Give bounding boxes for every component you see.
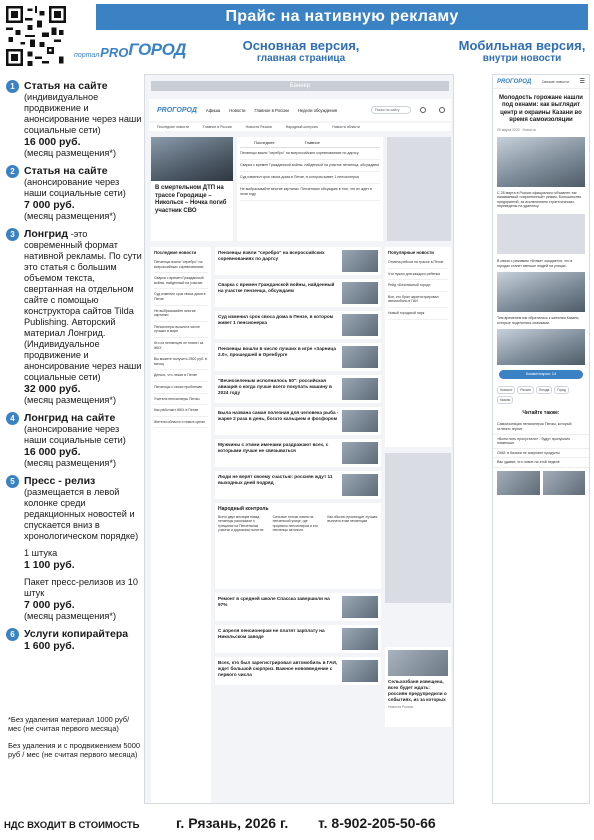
mock-logo[interactable]: PROГОРОД bbox=[157, 106, 197, 114]
item-price: 1 100 руб. bbox=[24, 559, 75, 571]
price-item-article-promo bbox=[4, 80, 144, 159]
tab-news-item[interactable]: Не выбрасывайте многие картинки. Пензенских обсуждаю в том, что их ждет в этом году bbox=[240, 184, 380, 201]
feed-item[interactable]: Сварка с времен Гражданской войны, найденный на участке bbox=[154, 273, 208, 289]
item-term: (месяц размещения*) bbox=[24, 458, 117, 468]
item-description: -это современный формат нативной рекламы. По сути это статья с большим объемом текста, свертанная на отдельном сайте с помощью конструктора сайтов Tilda Publishing. Авторский материал Лонгрид. (Индивидуальное продвижение и анонсирование через наши социальные сети) bbox=[24, 229, 142, 382]
press-release-card[interactable] bbox=[385, 647, 451, 727]
search-icon[interactable] bbox=[420, 107, 426, 113]
mock-nav-bar bbox=[149, 99, 451, 121]
story-title: Суд изменил срок своса дома в Пензе, в котором живет 1 пенсионерка bbox=[218, 314, 334, 325]
item-price: 16 000 руб. bbox=[24, 446, 81, 458]
mock-search-input[interactable]: Поиск по сайту bbox=[371, 106, 411, 114]
item-title: Лонгрид bbox=[24, 228, 69, 240]
feed-item[interactable]: Пенсионеры вышли в числе лучших в мире bbox=[154, 322, 208, 338]
story-image bbox=[342, 314, 378, 336]
feed-item[interactable]: Вы можете получить 2500 руб. в месяц bbox=[154, 354, 208, 370]
mock-sub-nav bbox=[149, 123, 451, 131]
feed-item[interactable]: Суд изменил срок своса дома в Пензе bbox=[154, 289, 208, 305]
story-title: Пензенцы взяли "серебро" на всероссийских соревнованиях по дартсу bbox=[218, 250, 325, 261]
item-title: Услуги копирайтера bbox=[24, 628, 129, 640]
feed-item[interactable]: Кто из пензенцев не платит за ЖКХ bbox=[154, 338, 208, 354]
item-term: (месяц размещения*) bbox=[24, 611, 117, 621]
hero-card[interactable] bbox=[151, 137, 233, 241]
popular-title: Популярные новости bbox=[388, 250, 434, 255]
popular-item[interactable]: Рейд «Безопасный город» bbox=[388, 280, 448, 292]
item-description: (анонсирование через наши социальные сети) bbox=[24, 177, 126, 198]
feed-item[interactable]: Пензенцы взяли "серебро" на всероссийских соревнованиях bbox=[154, 257, 208, 273]
mobile-headline: Молодость горожане нашли под окнами: как выглядит центр и окраины Казани во время самоизоляции bbox=[499, 95, 583, 124]
press-release-image bbox=[388, 650, 448, 676]
story-image bbox=[342, 410, 378, 432]
item-number-badge: 2 bbox=[6, 165, 19, 178]
tag-chip[interactable]: Казань bbox=[497, 396, 513, 404]
desktop-version-heading bbox=[206, 38, 396, 65]
mobile-article-image bbox=[497, 137, 585, 187]
main-stories bbox=[215, 247, 381, 804]
story-card[interactable] bbox=[215, 407, 381, 435]
site-logo bbox=[74, 40, 186, 60]
price-banner bbox=[96, 4, 588, 30]
story-card[interactable] bbox=[215, 439, 381, 467]
press-release-badge: Новости России bbox=[388, 705, 414, 709]
read-also-item[interactable]: Вас удивит, что новое на этой неделе bbox=[493, 458, 589, 468]
read-also-item[interactable]: «Всем пить пропустили» - будут пропускать поменьше bbox=[493, 435, 589, 449]
price-list bbox=[4, 80, 144, 652]
mock-subnav-item[interactable]: Народный контроль bbox=[285, 125, 319, 129]
logo-pro: PRO bbox=[100, 45, 129, 60]
story-card[interactable] bbox=[215, 593, 381, 621]
mobile-article-image-2 bbox=[497, 272, 585, 312]
tag-chip[interactable]: Погода bbox=[536, 386, 553, 394]
mobile-header bbox=[493, 75, 589, 89]
price-item-longread-site bbox=[4, 412, 144, 469]
price-item-longread bbox=[4, 228, 144, 406]
feed-item[interactable]: Учителя пенсионеры Пензы bbox=[154, 394, 208, 406]
feed-item[interactable]: Деньги, что лежат в Пензе bbox=[154, 370, 208, 382]
mock-subnav-item[interactable]: Новости области bbox=[332, 125, 360, 129]
feed-title: Последние новости bbox=[154, 250, 197, 255]
story-image bbox=[342, 250, 378, 272]
story-title: Сварка с времен Гражданской войны, найденный на участке пензенца, обсуждаем bbox=[218, 282, 335, 293]
tag-chip[interactable]: Новости bbox=[497, 386, 515, 394]
mobile-card-image[interactable] bbox=[497, 471, 540, 495]
item-number-badge: 6 bbox=[6, 628, 19, 641]
popular-item[interactable]: Отмена рейсов на трассе в Пензе bbox=[388, 257, 448, 269]
right-ad-slot[interactable] bbox=[387, 137, 451, 241]
desktop-version-subtitle: главная страница bbox=[256, 53, 346, 64]
story-image bbox=[342, 660, 378, 682]
story-card[interactable] bbox=[215, 343, 381, 371]
people-control-item[interactable]: Сильные потоки ливня на пензенской улице, где прорвало пенсионеров и его пензенцы затопило bbox=[272, 515, 318, 533]
story-title: С апреля пенсионерам не платят зарплату на Никольском заводе bbox=[218, 628, 325, 639]
comments-button[interactable]: Комментарии: 14 bbox=[499, 370, 583, 379]
item-description: (анонсирование через наши социальные сети) bbox=[24, 424, 126, 445]
item-term: (месяц размещения*) bbox=[24, 211, 117, 221]
logo-portal-label: портал bbox=[74, 52, 100, 59]
item-title: Статья на сайте bbox=[24, 80, 108, 92]
feed-item[interactable]: Как работают ЖКХ в Пензе bbox=[154, 405, 208, 417]
story-card[interactable] bbox=[215, 625, 381, 653]
mobile-paragraph: С 28 марта в России официально объявлен так называемый «карантинный» режим. Большинство предприятий, за исключением стратегических, переведены на удаленку. bbox=[497, 190, 582, 209]
people-control-item[interactable]: Всего двух месяцев назад пензенцы рассказали о трещинах на Пензенском участке и дорожном полотне bbox=[218, 515, 264, 533]
story-title: Люди не верят своему счастью: россиян ждут 11 выходных дней подряд bbox=[218, 474, 333, 485]
mobile-card-image[interactable] bbox=[543, 471, 586, 495]
footnote-no-removal: *Без удаления материал 1000 руб/ мес (не считая первого месяца) bbox=[8, 715, 130, 733]
story-title: Была названа самая полезная для человека рыба - жарке 2 раза в день, богато кальцием и фосфором bbox=[218, 410, 339, 421]
mock-nav-item[interactable]: Главное в России bbox=[254, 107, 289, 113]
mobile-mockup bbox=[492, 74, 590, 804]
read-also-title: Читайте также: bbox=[522, 410, 560, 417]
mobile-ad-slot[interactable] bbox=[497, 214, 585, 254]
mobile-menu-label[interactable]: Свежие новости bbox=[541, 79, 569, 84]
story-image bbox=[342, 628, 378, 650]
popular-item[interactable]: Что нужно для каждого ребенка bbox=[388, 269, 448, 281]
user-icon[interactable] bbox=[439, 107, 445, 113]
footnote-promotion: Без удаления и с продвижением 5000 руб / мес (не считая первого месяца) bbox=[8, 741, 141, 759]
read-also-item[interactable]: Самоизоляция пенсионерок Пензы, который отлично терпит bbox=[493, 420, 589, 434]
feed-item[interactable]: Пензенцы о своих проблемах bbox=[154, 382, 208, 394]
hero-title: В смертельном ДТП на трассе Городище – Никольск – Ночка погиб участник СВО bbox=[155, 185, 227, 214]
popular-item[interactable]: Все, кто брал зарегистрировал автомобиль в ГАИ bbox=[388, 292, 448, 308]
item-title: Статья на сайте bbox=[24, 165, 108, 177]
tab-latest[interactable]: Последнее bbox=[254, 140, 275, 145]
tab-news-item[interactable]: Сварка с времен Гражданской войны, найденный на участке пензенца, обсуждаем bbox=[240, 160, 380, 172]
mock-subnav-item[interactable]: Последние новости bbox=[157, 125, 189, 129]
story-title: Мужчины с этими именами раздражают всех, с которыми лучше не связываться bbox=[218, 442, 329, 453]
mobile-tags bbox=[493, 384, 589, 406]
mock-nav-item[interactable]: Афиша bbox=[205, 107, 221, 113]
tab-news-item[interactable]: Пензенцы взяли "серебро" на всероссийских соревнованиях по дартсу bbox=[240, 148, 380, 160]
mobile-article-image-3 bbox=[497, 329, 585, 365]
read-also-item[interactable]: СМИ: в Казани не покупают продукты bbox=[493, 449, 589, 459]
mobile-version-heading bbox=[452, 38, 592, 65]
item-package-price: 7 000 руб. bbox=[24, 599, 75, 611]
mobile-bottom-cards bbox=[493, 468, 589, 498]
vat-note: НДС ВХОДИТ В СТОИМОСТЬ bbox=[4, 820, 140, 831]
item-title: Пресс - релиз bbox=[24, 475, 96, 487]
popular-news bbox=[385, 247, 451, 447]
mobile-paragraph: В связи с режимом «Атаки» ожидается, что в городах станет меньше людей на улицах. bbox=[497, 259, 573, 268]
story-card[interactable] bbox=[215, 311, 381, 339]
mobile-logo[interactable]: PROГОРОД bbox=[497, 78, 532, 85]
qr-code bbox=[6, 6, 66, 66]
side-ad-slot[interactable] bbox=[385, 453, 451, 603]
story-card[interactable] bbox=[215, 471, 381, 499]
tab-news-item[interactable]: Суд изменил срок своса дома в Пензе, в котором живет 1 пенсионерка bbox=[240, 172, 380, 184]
top-ad-banner[interactable]: Баннер bbox=[151, 81, 449, 91]
item-description: (индивидуальное продвижение и анонсирование через наши социальные сети) bbox=[24, 92, 142, 135]
people-control-block bbox=[215, 503, 381, 589]
story-image bbox=[342, 282, 378, 304]
desktop-version-title: Основная версия, bbox=[242, 38, 360, 53]
story-card[interactable] bbox=[215, 279, 381, 307]
people-control-title: Народный контроль bbox=[218, 506, 269, 512]
price-item-press-release bbox=[4, 475, 144, 622]
item-term: (месяц размещения*) bbox=[24, 395, 117, 405]
item-price: 32 000 руб. bbox=[24, 383, 81, 395]
item-number-badge: 5 bbox=[6, 475, 19, 488]
story-image bbox=[342, 378, 378, 400]
item-number-badge: 1 bbox=[6, 80, 19, 93]
item-single-label: 1 штука bbox=[24, 548, 58, 558]
story-title: Пензенцы вошли в число лучших в игре «Зарница 2.0», прошедшей в Оренбурге bbox=[218, 346, 336, 357]
item-term: (месяц размещения*) bbox=[24, 148, 117, 158]
news-tabs bbox=[237, 137, 383, 241]
tab-main[interactable]: Главное bbox=[304, 140, 320, 145]
mobile-version-title: Мобильная версия, bbox=[458, 38, 586, 53]
press-release-title: Сельхозбаня извещена, всех будет ждать: россиян предупредили о событиях, из за которых bbox=[388, 679, 447, 702]
story-title: "Вечнозеленым исполнилось 50": российская авиация о когда лучше всего покупать машину в 2024 году bbox=[218, 378, 332, 395]
mobile-meta: 29 марта 2020 · Новости bbox=[497, 127, 536, 132]
item-title: Лонгрид на сайте bbox=[24, 412, 116, 424]
latest-news-feed bbox=[151, 247, 211, 804]
desktop-mockup bbox=[144, 74, 454, 804]
story-image bbox=[342, 474, 378, 496]
contact-phone[interactable]: т. 8-902-205-50-66 bbox=[318, 815, 436, 831]
item-price: 16 000 руб. bbox=[24, 136, 81, 148]
footnotes bbox=[8, 715, 143, 759]
mock-nav-item[interactable]: Новости bbox=[229, 107, 246, 113]
logo-gorod: ГОРОД bbox=[128, 40, 186, 59]
item-price: 1 600 руб. bbox=[24, 640, 75, 652]
story-image bbox=[342, 596, 378, 618]
tag-chip[interactable]: Город bbox=[554, 386, 569, 394]
story-image bbox=[342, 442, 378, 464]
mock-subnav-item[interactable]: Новости Рязани bbox=[245, 125, 272, 129]
hamburger-icon[interactable]: ☰ bbox=[579, 79, 585, 85]
story-card[interactable] bbox=[215, 375, 381, 403]
mock-nav-item[interactable]: Недели обсуждения bbox=[297, 107, 338, 113]
mobile-version-subtitle: внутри новости bbox=[482, 53, 562, 64]
price-item-copywriter bbox=[4, 628, 144, 652]
hero-image bbox=[151, 137, 233, 181]
item-price: 7 000 руб. bbox=[24, 199, 75, 211]
people-control-item[interactable]: Как обычно происходит лучшая выплата этим пензенцам bbox=[327, 515, 378, 524]
story-image bbox=[342, 346, 378, 368]
story-card[interactable] bbox=[215, 247, 381, 275]
item-package-label: Пакет пресс-релизов из 10 штук bbox=[24, 577, 139, 598]
item-number-badge: 4 bbox=[6, 412, 19, 425]
popular-item[interactable]: Новый городской парк bbox=[388, 308, 448, 320]
banner-title: Прайс на нативную рекламу bbox=[225, 8, 459, 25]
mock-subnav-item[interactable]: Главное в России bbox=[202, 125, 232, 129]
feed-item[interactable]: Не выбрасывайте многие картинки bbox=[154, 306, 208, 322]
mobile-paragraph: Тем временем мы обратились к жителям Казани, которые поделились снимками. bbox=[497, 316, 580, 325]
item-number-badge: 3 bbox=[6, 228, 19, 241]
story-title: Ремонт в средней школе Спасска завершили на 97% bbox=[218, 596, 330, 607]
item-description: (размещается в левой колонке среди редакционных новостей и спускается вниз в хронологическом порядке) bbox=[24, 487, 139, 541]
story-title: Всех, кто был зарегистрировал автомобиль в ГАИ, ждет большой сюрприз. Важное нововведение с первого числа bbox=[218, 660, 338, 677]
city-year: г. Рязань, 2026 г. bbox=[176, 815, 289, 831]
price-item-article bbox=[4, 165, 144, 222]
feed-item[interactable]: Жители области о новых ценах bbox=[154, 417, 208, 429]
tag-chip[interactable]: Россия bbox=[517, 386, 533, 394]
story-card[interactable] bbox=[215, 657, 381, 685]
